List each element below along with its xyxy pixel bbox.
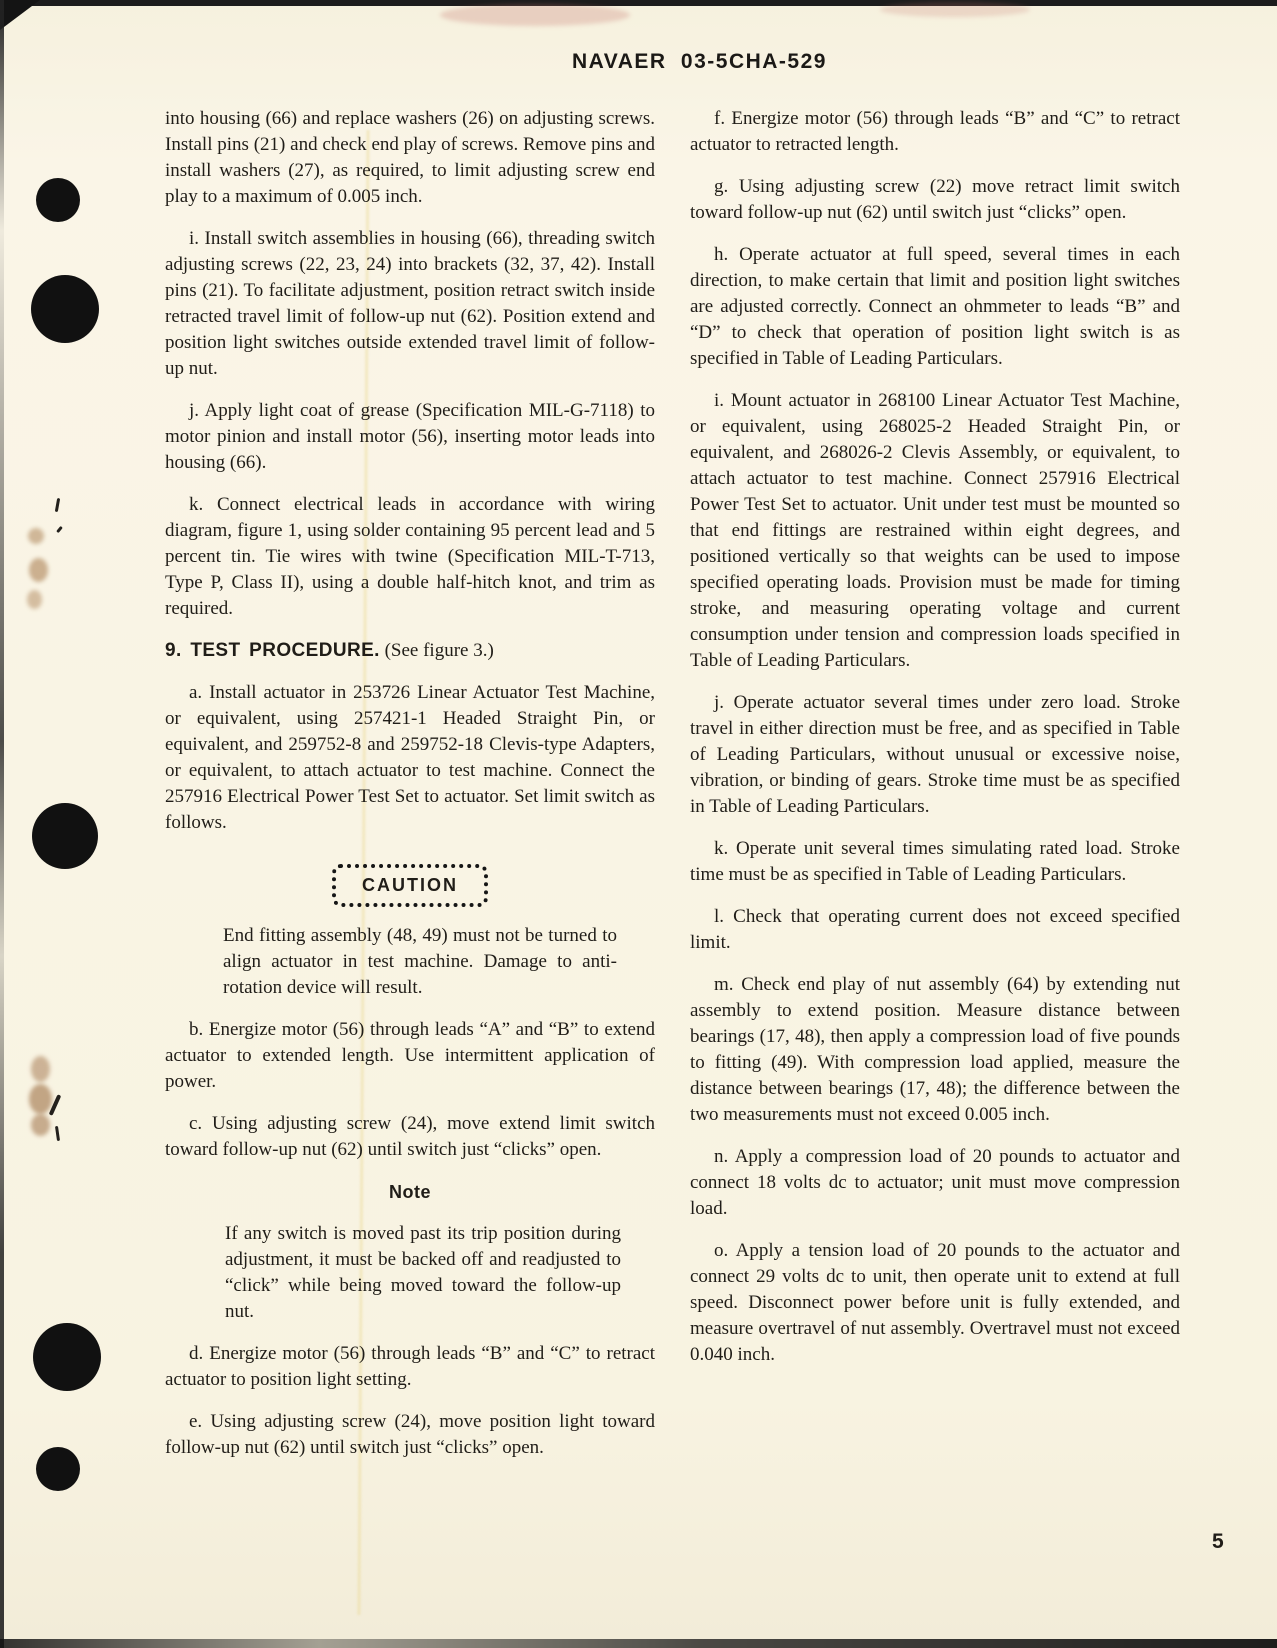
- paragraph-i2: i. Mount actuator in 268100 Linear Actuator Test Machine, or equivalent, using 268025-2 Headed Straight Pin, or equivalent, and 268026-2 Clevis Assembly, or equivalent, to attach actuator to test machine. Connect 257916 Electrical Power Test Set to actuator. Unit under test must be mounted so that end fittings are restrained within eight degrees, and positioned vertically so that weights can be used to impose specified operating loads. Provision must be made for timing stroke, and measuring operating voltage and current consumption under tension and compression loads specified in Table of Leading Particulars.: [690, 390, 1180, 671]
- paragraph-k2: k. Operate unit several times simulating rated load. Stroke time must be as specified in Table of Leading Particulars.: [690, 838, 1180, 885]
- section-heading-suffix: (See figure 3.): [379, 640, 494, 661]
- stain-mark: [28, 528, 44, 544]
- paragraph-j2: j. Operate actuator several times under zero load. Stroke travel in either direction must be free, and as specified in Table of Leading Particulars, without unusual or excessive noise, vibration, or binding of gears. Stroke time must be as specified in Table of Leading Particulars.: [690, 692, 1180, 817]
- binder-hole-dot: [31, 275, 99, 343]
- stain-mark: [27, 590, 42, 609]
- paragraph-c: c. Using adjusting screw (24), move extend limit switch toward follow-up nut (62) until switch just “clicks” open.: [165, 1113, 655, 1160]
- paragraph-n: n. Apply a compression load of 20 pounds to actuator and connect 18 volts dc to actuator; unit must move compression load.: [690, 1146, 1180, 1219]
- paragraph-j: j. Apply light coat of grease (Specification MIL-G-7118) to motor pinion and install motor (56), inserting motor leads into housing (66).: [165, 400, 655, 473]
- stain-mark: [440, 4, 630, 26]
- paragraph-b: b. Energize motor (56) through leads “A” and “B” to extend actuator to extended length. Use intermittent application of power.: [165, 1019, 655, 1092]
- stain-mark: [880, 2, 1030, 17]
- note-text: If any switch is moved past its trip position during adjustment, it must be backed off and readjusted to “click” while being moved toward the follow-up nut.: [225, 1223, 621, 1322]
- note-heading: Note: [389, 1182, 431, 1202]
- ink-mark: [56, 526, 63, 533]
- stain-mark: [29, 558, 48, 582]
- paragraph-continuation: into housing (66) and replace washers (26) on adjusting screws. Install pins (21) and check end play of screws. Remove pins and install washers (27), as required, to limit adjusting screw end play to a maximum of 0.005 inch.: [165, 108, 655, 207]
- paragraph-a: a. Install actuator in 253726 Linear Actuator Test Machine, or equivalent, using 257421-1 Headed Straight Pin, or equivalent, and 259752-8 and 259752-18 Clevis-type Adapters, or equivalent, to attach actuator to test machine. Connect the 257916 Electrical Power Test Set to actuator. Set limit switch as follows.: [165, 682, 655, 833]
- scan-edge-left: [0, 0, 4, 1648]
- paragraph-f: f. Energize motor (56) through leads “B” and “C” to retract actuator to retracted length.: [690, 108, 1180, 155]
- paragraph-h: h. Operate actuator at full speed, several times in each direction, to make certain that limit and position light switches are adjusted correctly. Connect an ohmmeter to leads “B” and “D” to check that operation of position light switch is as specified in Table of Leading Particulars.: [690, 244, 1180, 369]
- caution-box: CAUTION: [332, 864, 488, 907]
- page-corner-fold: [0, 0, 40, 30]
- section-heading: [165, 638, 655, 664]
- stain-mark: [31, 1114, 50, 1136]
- caution-text: End fitting assembly (48, 49) must not be turned to align actuator in test machine. Damage to anti-rotation device will result.: [223, 925, 617, 998]
- section-heading-title: 9. TEST PROCEDURE.: [165, 640, 380, 661]
- paragraph-m: m. Check end play of nut assembly (64) by extending nut assembly to extend position. Measure distance between bearings (17, 48), then apply a compression load of five pounds to fitting (49). With compression load applied, measure the distance between bearings (17, 48); the difference between the two measurements must not exceed 0.005 inch.: [690, 974, 1180, 1125]
- ink-mark: [55, 498, 60, 512]
- paragraph-i: i. Install switch assemblies in housing (66), threading switch adjusting screws (22, 23, 24) into brackets (32, 37, 42). Install pins (21). To facilitate adjustment, position retract switch inside retracted travel limit of follow-up nut (62). Position extend and position light switches outside extended travel limit of follow-up nut.: [165, 228, 655, 379]
- paragraph-g: g. Using adjusting screw (22) move retract limit switch toward follow-up nut (62) until switch just “clicks” open.: [690, 176, 1180, 223]
- paragraph-d: d. Energize motor (56) through leads “B” and “C” to retract actuator to position light setting.: [165, 1343, 655, 1390]
- stain-mark: [29, 1084, 52, 1114]
- stain-mark: [31, 1056, 50, 1082]
- left-column: [165, 106, 655, 1477]
- binder-hole-dot: [36, 1447, 80, 1491]
- caution-box-wrap: [165, 864, 655, 907]
- binder-hole-dot: [36, 178, 80, 222]
- scan-edge-top: [0, 0, 1277, 6]
- doc-number-header: NAVAER 03-5CHA-529: [572, 50, 827, 73]
- page-number: 5: [1212, 1530, 1224, 1553]
- paragraph-o: o. Apply a tension load of 20 pounds to the actuator and connect 29 volts dc to unit, then operate unit to extend at full speed. Disconnect power before unit is fully extended, and measure overtravel of nut assembly. Overtravel must not exceed 0.040 inch.: [690, 1240, 1180, 1365]
- paragraph-k: k. Connect electrical leads in accordance with wiring diagram, figure 1, using solder containing 95 percent lead and 5 percent tin. Tie wires with twine (Specification MIL-T-713, Type P, Class II), using a double half-hitch knot, and trim as required.: [165, 494, 655, 619]
- ink-mark: [55, 1126, 60, 1141]
- scan-edge-bottom: [0, 1639, 1277, 1648]
- binder-hole-dot: [32, 803, 98, 869]
- paragraph-l: l. Check that operating current does not exceed specified limit.: [690, 906, 1180, 953]
- binder-hole-dot: [33, 1323, 101, 1391]
- paragraph-e: e. Using adjusting screw (24), move position light toward follow-up nut (62) until switch just “clicks” open.: [165, 1411, 655, 1458]
- right-column: [690, 106, 1180, 1384]
